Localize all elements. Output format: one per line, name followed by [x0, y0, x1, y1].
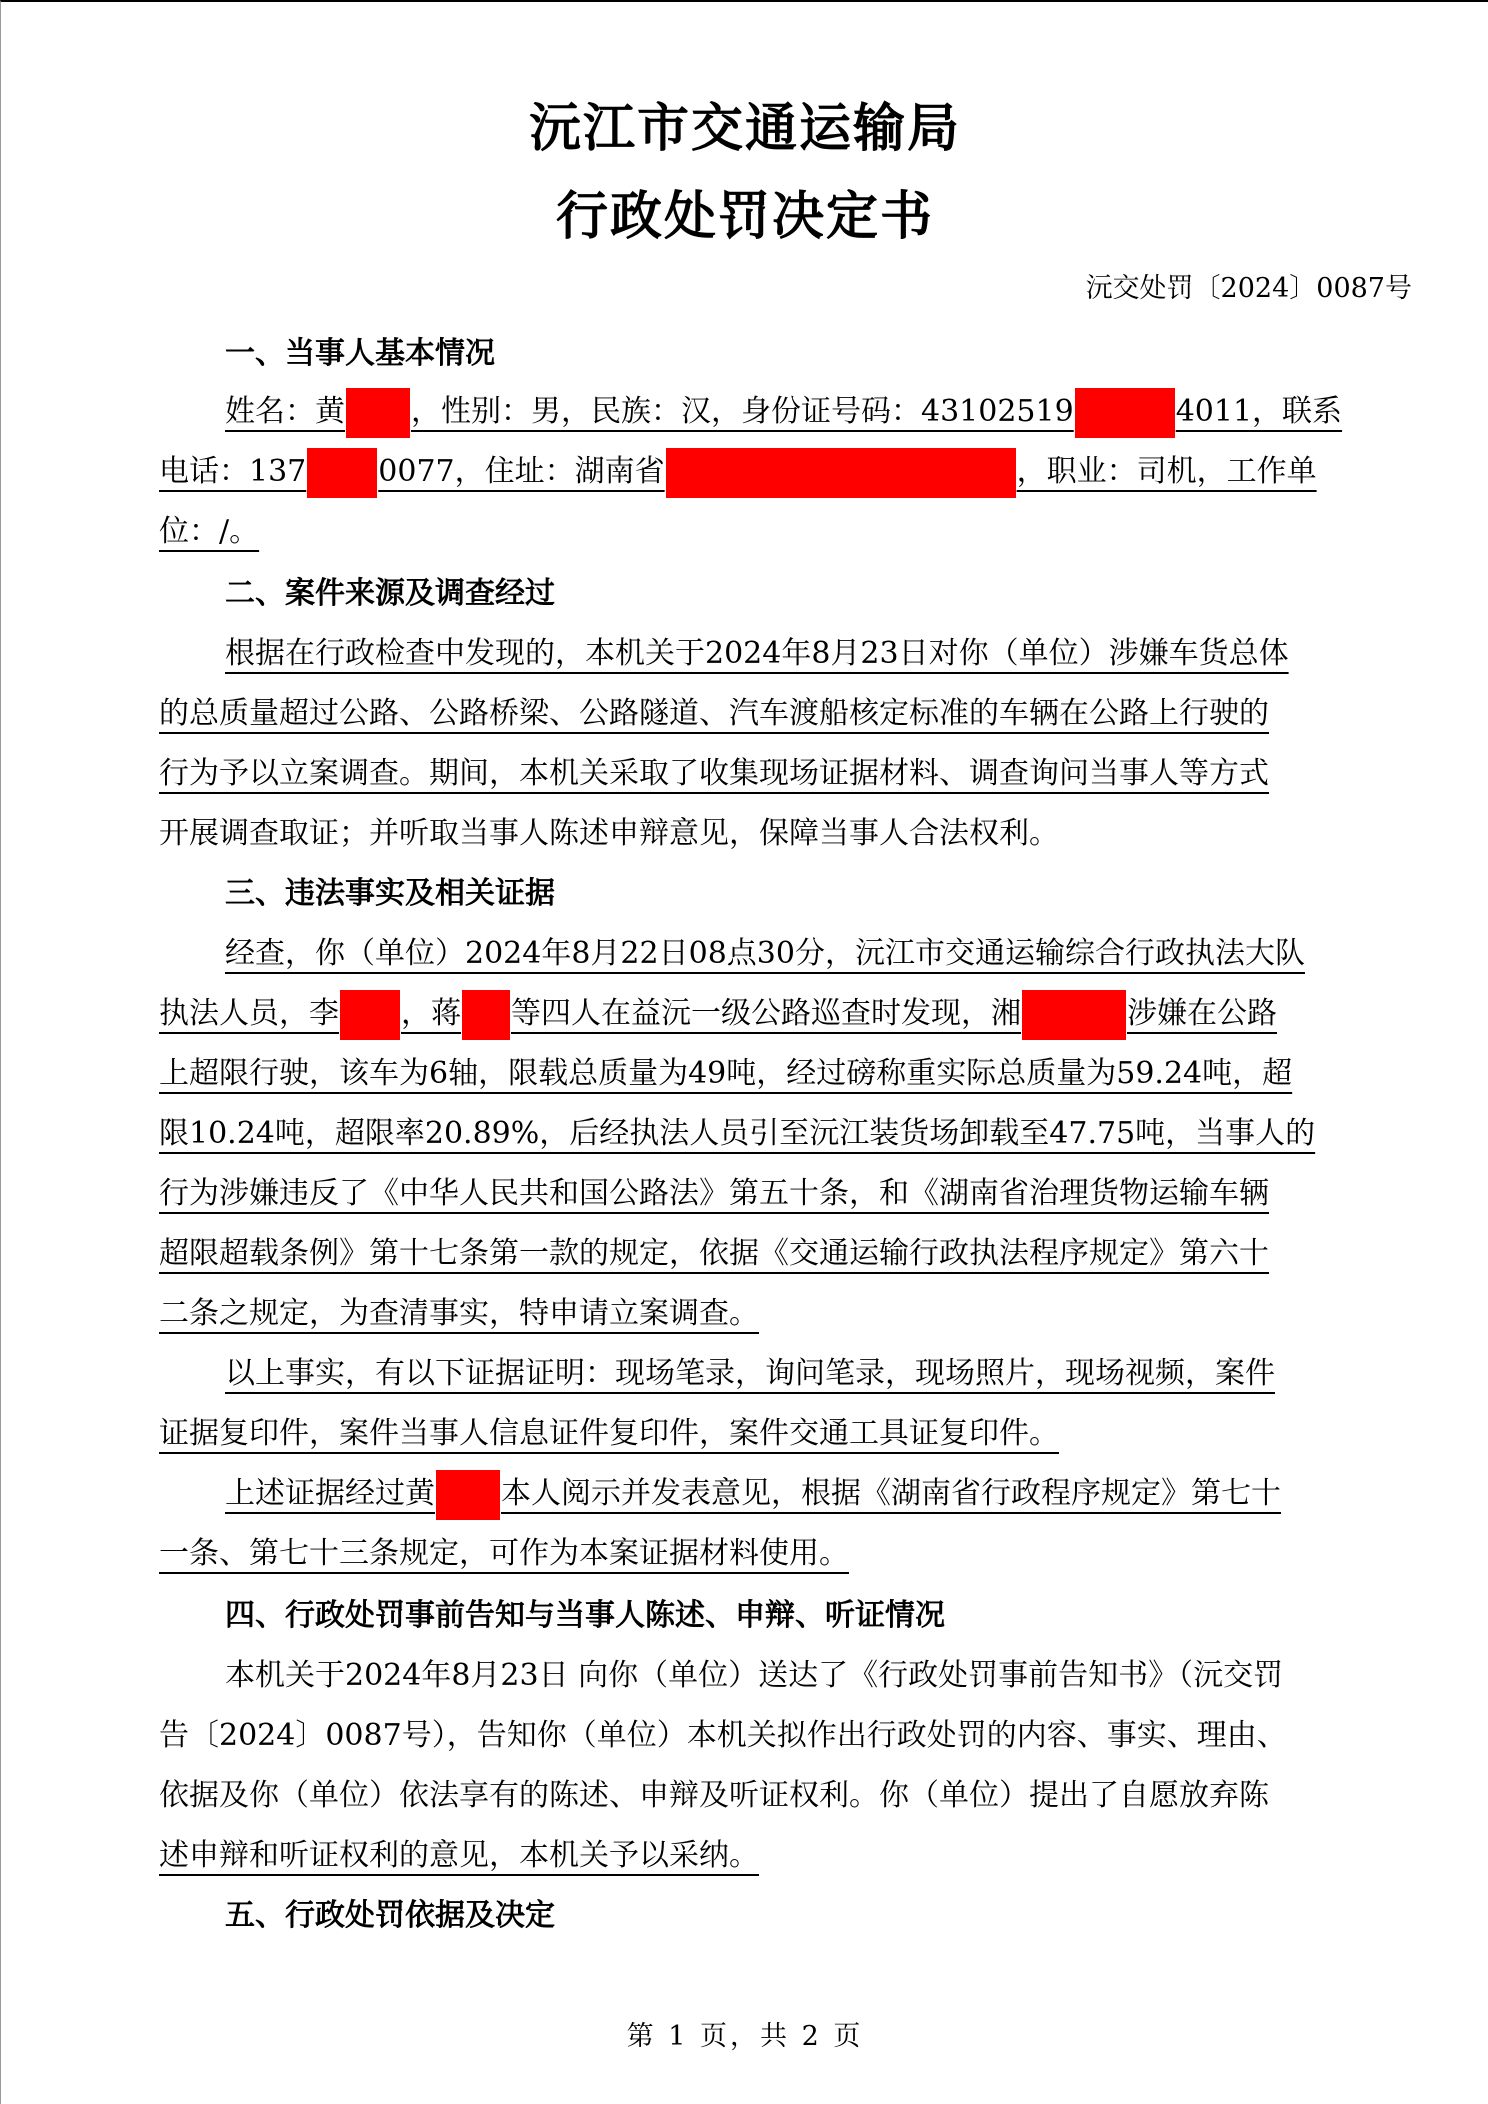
section1-heading: 一、当事人基本情况: [225, 336, 495, 371]
document-title-agency: 沅江市交通运输局: [528, 99, 961, 159]
section4-heading: 四、行政处罚事前告知与当事人陈述、申辩、听证情况: [225, 1598, 945, 1633]
page-footer: 第 1 页，共 2 页: [626, 2021, 864, 2052]
section3-line2: [159, 984, 1277, 1044]
section4-line4: 述申辩和听证权利的意见，本机关予以采纳。: [159, 1838, 759, 1873]
section3-confirm-line2: 一条、第七十三条规定，可作为本案证据材料使用。: [159, 1536, 849, 1571]
redaction-box: [666, 448, 1016, 498]
section3-line1: 经查，你（单位）2024年8月22日08点30分，沅江市交通运输综合行政执法大队: [225, 936, 1305, 971]
section5-heading: 五、行政处罚依据及决定: [225, 1898, 555, 1933]
redaction-box: [346, 388, 410, 438]
section3-line4: 限10.24吨，超限率20.89%，后经执法人员引至沅江装货场卸载至47.75吨，当事人的: [159, 1116, 1316, 1151]
document-title-type: 行政处罚决定书: [555, 187, 934, 247]
section4-line1: 本机关于2024年8月23日 向你（单位）送达了《行政处罚事前告知书》（沅交罚: [225, 1658, 1284, 1693]
redaction-box: [436, 1470, 500, 1520]
redaction-box: [1022, 990, 1126, 1040]
section1-line2-part3: ，职业：司机，工作单: [1016, 454, 1317, 489]
section1-line1: [159, 382, 1342, 442]
section3-line2-part4: 涉嫌在公路: [1127, 996, 1277, 1031]
section3-line2-part2: ，蒋: [401, 996, 461, 1031]
section3-line7: 二条之规定，为查清事实，特申请立案调查。: [159, 1296, 759, 1331]
section3-line2-part3: 等四人在益沅一级公路巡查时发现，湘: [511, 996, 1021, 1031]
section4-line3: 依据及你（单位）依法享有的陈述、申辩及听证权利。你（单位）提出了自愿放弃陈: [159, 1778, 1269, 1813]
redaction-box: [462, 990, 510, 1040]
section2-heading: 二、案件来源及调查经过: [225, 576, 555, 611]
section2-line2: 的总质量超过公路、公路桥梁、公路隧道、汽车渡船核定标准的车辆在公路上行驶的: [159, 696, 1269, 731]
section1-line2-part2: 0077，住址：湖南省: [378, 454, 665, 489]
section1-line1-part2: ，性别：男，民族：汉，身份证号码：43102519: [411, 394, 1074, 429]
section4-line2: 告〔2024〕0087号），告知你（单位）本机关拟作出行政处罚的内容、事实、理由、: [159, 1718, 1287, 1753]
section3-confirm-part2: 本人阅示并发表意见，根据《湖南省行政程序规定》第七十: [501, 1476, 1281, 1511]
section2-line3: 行为予以立案调查。期间，本机关采取了收集现场证据材料、调查询问当事人等方式: [159, 756, 1269, 791]
section1-line2-part1: 电话：137: [159, 454, 307, 489]
section3-confirm-part1: 上述证据经过黄: [225, 1476, 435, 1511]
redaction-box: [1075, 388, 1175, 438]
section3-line6: 超限超载条例》第十七条第一款的规定，依据《交通运输行政执法程序规定》第六十: [159, 1236, 1269, 1271]
redaction-box: [307, 448, 377, 498]
section1-line2: [159, 442, 1317, 502]
document-number: 沅交处罚〔2024〕0087号: [1085, 273, 1412, 304]
section3-line3: 上超限行驶，该车为6轴，限载总质量为49吨，经过磅称重实际总质量为59.24吨，超: [159, 1056, 1293, 1091]
section3-line2-part1: 执法人员，李: [159, 996, 339, 1031]
section1-line1-part1: 姓名：黄: [225, 394, 345, 429]
section1-line3: 位：/。: [159, 514, 260, 549]
section3-heading: 三、违法事实及相关证据: [225, 876, 555, 911]
section3-evidence-line2: 证据复印件，案件当事人信息证件复印件，案件交通工具证复印件。: [159, 1416, 1059, 1451]
section1-line1-part3: 4011，联系: [1175, 394, 1343, 429]
redaction-box: [340, 990, 400, 1040]
section2-line1: 根据在行政检查中发现的，本机关于2024年8月23日对你（单位）涉嫌车货总体: [225, 636, 1289, 671]
section3-line5: 行为涉嫌违反了《中华人民共和国公路法》第五十条，和《湖南省治理货物运输车辆: [159, 1176, 1269, 1211]
section3-evidence-line1: 以上事实，有以下证据证明：现场笔录，询问笔录，现场照片，现场视频，案件: [225, 1356, 1275, 1391]
section2-line4: 开展调查取证；并听取当事人陈述申辩意见，保障当事人合法权利。: [159, 816, 1059, 851]
section3-confirm-line1: [159, 1464, 1281, 1524]
